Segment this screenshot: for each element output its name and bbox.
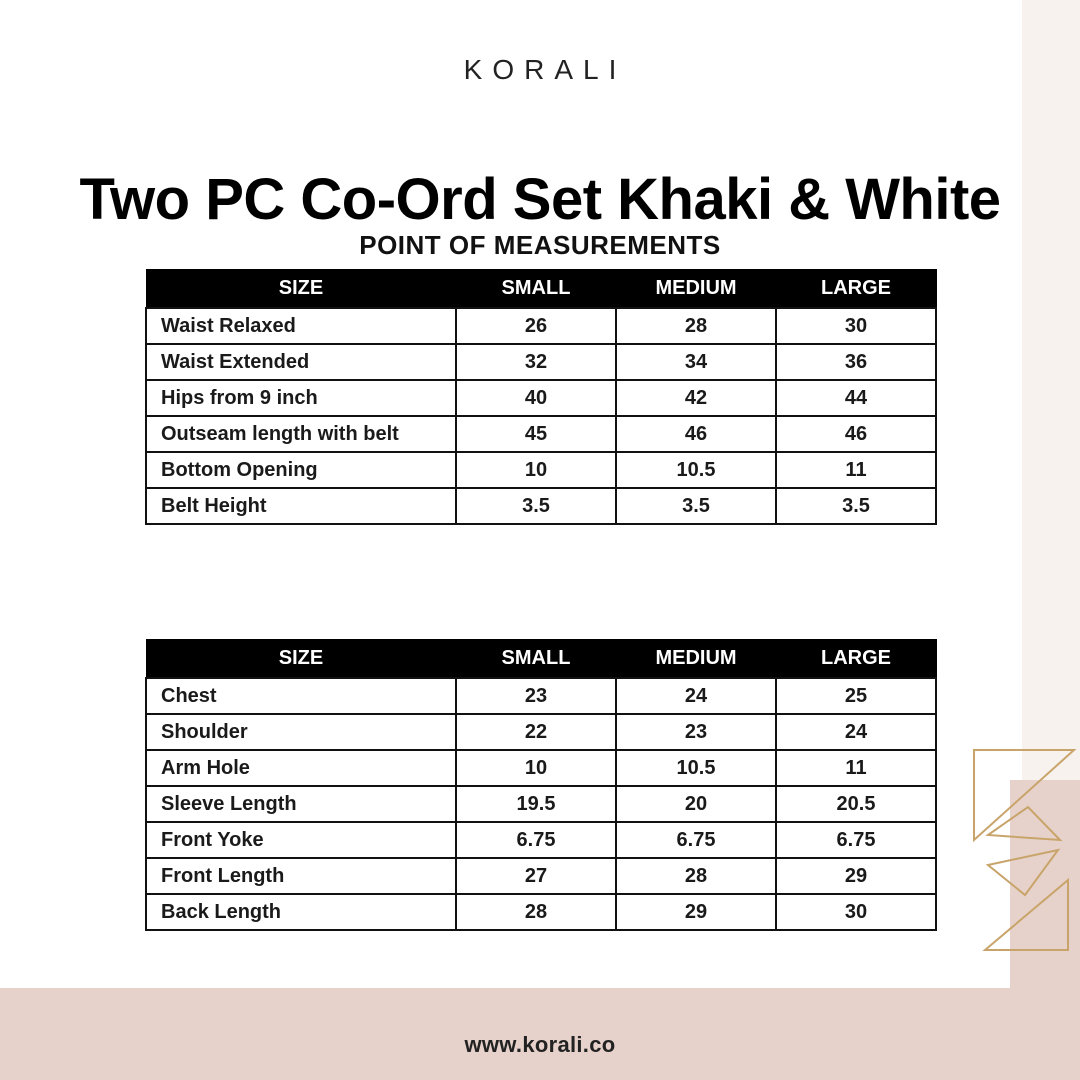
measurement-value: 6.75 <box>616 822 776 858</box>
measurement-value: 10 <box>456 750 616 786</box>
table-header-row <box>146 270 936 309</box>
measurement-value: 23 <box>456 678 616 714</box>
measurement-value: 40 <box>456 380 616 416</box>
measurement-value: 19.5 <box>456 786 616 822</box>
table-row <box>146 714 936 750</box>
measurement-label: Shoulder <box>146 714 456 750</box>
table-row <box>146 344 936 380</box>
measurement-value: 6.75 <box>456 822 616 858</box>
geometric-triangles-icon <box>970 745 1080 955</box>
table-body <box>146 308 936 524</box>
measurement-value: 30 <box>776 894 936 930</box>
table-row <box>146 380 936 416</box>
bottom-measurements-table <box>145 269 937 525</box>
measurement-value: 6.75 <box>776 822 936 858</box>
measurement-value: 28 <box>456 894 616 930</box>
measurement-value: 11 <box>776 452 936 488</box>
measurement-label: Bottom Opening <box>146 452 456 488</box>
measurement-value: 11 <box>776 750 936 786</box>
header-small: SMALL <box>456 270 616 309</box>
decor-right-strip <box>1022 0 1080 780</box>
measurement-value: 42 <box>616 380 776 416</box>
measurement-label: Waist Relaxed <box>146 308 456 344</box>
measurement-value: 34 <box>616 344 776 380</box>
measurement-value: 10.5 <box>616 750 776 786</box>
table-row <box>146 786 936 822</box>
measurement-value: 24 <box>616 678 776 714</box>
measurement-label: Belt Height <box>146 488 456 524</box>
measurement-value: 29 <box>776 858 936 894</box>
measurement-value: 3.5 <box>456 488 616 524</box>
measurement-value: 25 <box>776 678 936 714</box>
table-row <box>146 822 936 858</box>
measurement-value: 36 <box>776 344 936 380</box>
measurement-value: 22 <box>456 714 616 750</box>
header-small: SMALL <box>456 640 616 679</box>
table-row <box>146 416 936 452</box>
measurement-value: 27 <box>456 858 616 894</box>
measurement-label: Hips from 9 inch <box>146 380 456 416</box>
measurement-value: 28 <box>616 858 776 894</box>
measurement-value: 28 <box>616 308 776 344</box>
measurement-label: Outseam length with belt <box>146 416 456 452</box>
table-body <box>146 678 936 930</box>
measurement-value: 44 <box>776 380 936 416</box>
measurement-value: 46 <box>616 416 776 452</box>
table-header-row <box>146 640 936 679</box>
measurement-label: Back Length <box>146 894 456 930</box>
table-row <box>146 308 936 344</box>
table-row <box>146 858 936 894</box>
top-measurements-table <box>145 639 937 931</box>
table-row <box>146 452 936 488</box>
measurement-value: 45 <box>456 416 616 452</box>
measurement-value: 30 <box>776 308 936 344</box>
footer-website-link[interactable]: www.korali.co <box>464 1032 616 1057</box>
measurement-value: 10.5 <box>616 452 776 488</box>
header-medium: MEDIUM <box>616 640 776 679</box>
table-row <box>146 678 936 714</box>
page-title: Two PC Co-Ord Set Khaki & White <box>79 167 1001 232</box>
header-large: LARGE <box>776 270 936 309</box>
measurement-value: 3.5 <box>776 488 936 524</box>
measurement-value: 32 <box>456 344 616 380</box>
measurement-value: 46 <box>776 416 936 452</box>
measurement-value: 3.5 <box>616 488 776 524</box>
measurement-value: 24 <box>776 714 936 750</box>
header-size: SIZE <box>146 270 456 309</box>
header-medium: MEDIUM <box>616 270 776 309</box>
table-row <box>146 750 936 786</box>
measurement-value: 23 <box>616 714 776 750</box>
measurement-value: 20.5 <box>776 786 936 822</box>
brand-logo: KORALI <box>463 54 627 85</box>
measurement-label: Waist Extended <box>146 344 456 380</box>
page-subtitle: POINT OF MEASUREMENTS <box>359 230 721 260</box>
measurement-value: 10 <box>456 452 616 488</box>
measurement-label: Arm Hole <box>146 750 456 786</box>
measurement-label: Chest <box>146 678 456 714</box>
header-size: SIZE <box>146 640 456 679</box>
measurement-label: Front Length <box>146 858 456 894</box>
measurement-value: 20 <box>616 786 776 822</box>
measurement-value: 26 <box>456 308 616 344</box>
header-large: LARGE <box>776 640 936 679</box>
measurement-label: Sleeve Length <box>146 786 456 822</box>
measurement-label: Front Yoke <box>146 822 456 858</box>
table-row <box>146 488 936 524</box>
measurement-value: 29 <box>616 894 776 930</box>
table-row <box>146 894 936 930</box>
